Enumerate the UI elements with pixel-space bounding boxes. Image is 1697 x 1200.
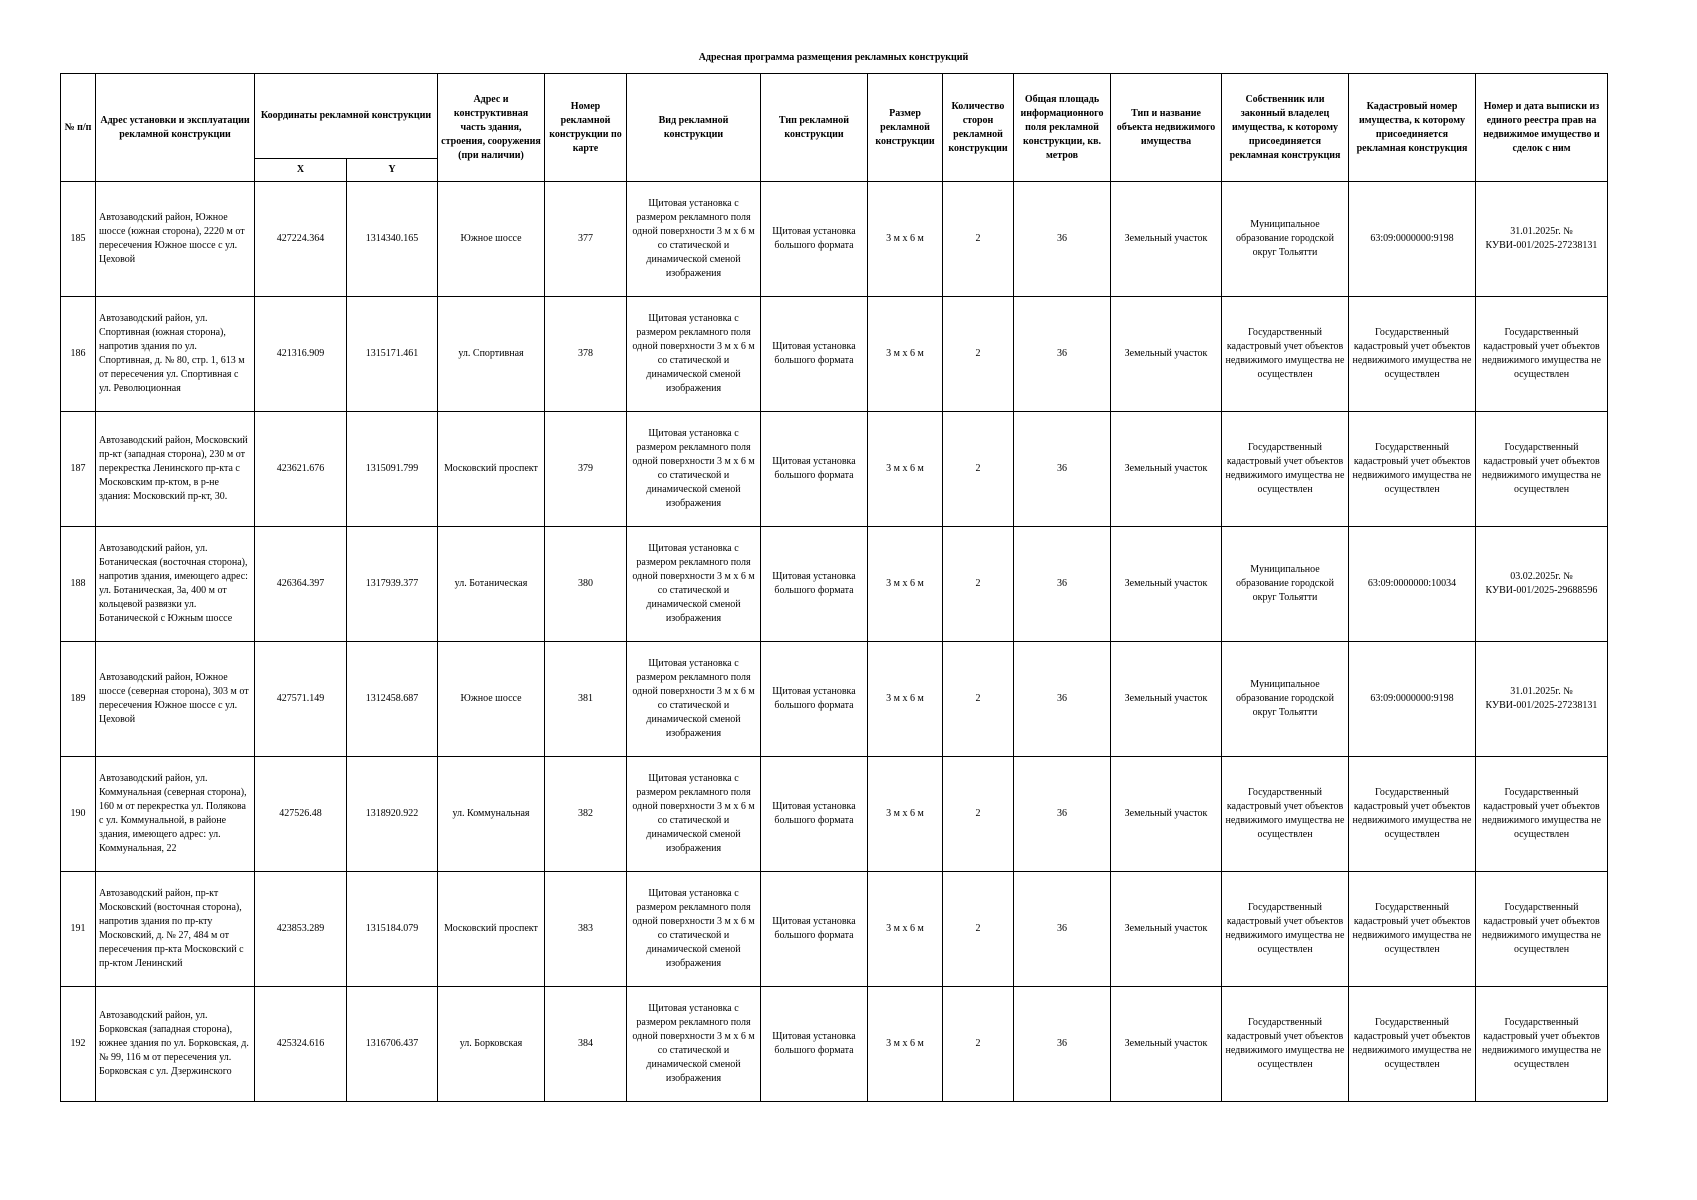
cell-kind: Щитовая установка с размером рекламного поля одной поверхности 3 м х 6 м со статической и динамической сменой изображения [627,527,761,642]
cell-sides: 2 [943,642,1014,757]
cell-address: Автозаводский район, Московский пр-кт (западная сторона), 230 м от перекрестка Ленинского пр-кта с Московским пр-ктом, в р-не здания: Московский пр-кт, 30. [96,412,255,527]
cell-y: 1315184.079 [347,872,438,987]
cell-kind: Щитовая установка с размером рекламного поля одной поверхности 3 м х 6 м со статической и динамической сменой изображения [627,872,761,987]
cell-extract: 31.01.2025г. № КУВИ-001/2025-27238131 [1476,642,1608,757]
cell-num: 189 [61,642,96,757]
cell-property: Земельный участок [1111,757,1222,872]
cell-sides: 2 [943,987,1014,1102]
cell-x: 427526.48 [255,757,347,872]
cell-x: 425324.616 [255,987,347,1102]
cell-type: Щитовая установка большого формата [761,987,868,1102]
cell-building: ул. Ботаническая [438,527,545,642]
cell-cadastral: Государственный кадастровый учет объектов недвижимого имущества не осуществлен [1349,987,1476,1102]
cell-map-no: 377 [545,182,627,297]
cell-size: 3 м х 6 м [868,757,943,872]
cell-property: Земельный участок [1111,412,1222,527]
cell-cadastral: Государственный кадастровый учет объектов недвижимого имущества не осуществлен [1349,757,1476,872]
cell-x: 427571.149 [255,642,347,757]
cell-size: 3 м х 6 м [868,412,943,527]
cell-area: 36 [1014,872,1111,987]
cell-owner: Государственный кадастровый учет объектов недвижимого имущества не осуществлен [1222,872,1349,987]
cell-address: Автозаводский район, ул. Коммунальная (северная сторона), 160 м от перекрестка ул. Полякова с ул. Коммунальной, в районе здания, имеющего адрес: ул. Коммунальная, 22 [96,757,255,872]
cell-building: Южное шоссе [438,182,545,297]
header-address: Адрес установки и эксплуатации рекламной конструкции [96,74,255,182]
cell-extract: 31.01.2025г. № КУВИ-001/2025-27238131 [1476,182,1608,297]
cell-type: Щитовая установка большого формата [761,527,868,642]
cell-kind: Щитовая установка с размером рекламного поля одной поверхности 3 м х 6 м со статической и динамической сменой изображения [627,642,761,757]
cell-num: 191 [61,872,96,987]
cell-x: 423621.676 [255,412,347,527]
cell-num: 190 [61,757,96,872]
cell-x: 426364.397 [255,527,347,642]
cell-property: Земельный участок [1111,872,1222,987]
cell-building: Московский проспект [438,412,545,527]
cell-kind: Щитовая установка с размером рекламного поля одной поверхности 3 м х 6 м со статической и динамической сменой изображения [627,182,761,297]
cell-map-no: 378 [545,297,627,412]
table-row [61,182,1608,297]
cell-sides: 2 [943,872,1014,987]
cell-size: 3 м х 6 м [868,872,943,987]
cell-y: 1318920.922 [347,757,438,872]
cell-y: 1316706.437 [347,987,438,1102]
cell-size: 3 м х 6 м [868,987,943,1102]
header-size: Размер рекламной конструкции [868,74,943,182]
cell-x: 427224.364 [255,182,347,297]
cell-area: 36 [1014,182,1111,297]
table-row [61,412,1608,527]
cell-extract: 03.02.2025г. № КУВИ-001/2025-29688596 [1476,527,1608,642]
cell-y: 1312458.687 [347,642,438,757]
cell-y: 1315171.461 [347,297,438,412]
cell-size: 3 м х 6 м [868,527,943,642]
cell-owner: Государственный кадастровый учет объектов недвижимого имущества не осуществлен [1222,757,1349,872]
header-map-no: Номер рекламной конструкции по карте [545,74,627,182]
cell-area: 36 [1014,297,1111,412]
header-type: Тип рекламной конструкции [761,74,868,182]
cell-cadastral: 63:09:0000000:9198 [1349,182,1476,297]
header-sides: Количество сторон рекламной конструкции [943,74,1014,182]
cell-area: 36 [1014,987,1111,1102]
header-y: Y [347,159,438,182]
cell-type: Щитовая установка большого формата [761,757,868,872]
cell-sides: 2 [943,182,1014,297]
cell-building: Южное шоссе [438,642,545,757]
cell-cadastral: Государственный кадастровый учет объектов недвижимого имущества не осуществлен [1349,872,1476,987]
cell-type: Щитовая установка большого формата [761,642,868,757]
cell-sides: 2 [943,297,1014,412]
cell-num: 187 [61,412,96,527]
table-row [61,527,1608,642]
table-row [61,872,1608,987]
cell-owner: Муниципальное образование городской округ Тольятти [1222,182,1349,297]
cell-type: Щитовая установка большого формата [761,872,868,987]
table-row [61,297,1608,412]
cell-num: 186 [61,297,96,412]
cell-building: ул. Спортивная [438,297,545,412]
header-property: Тип и название объекта недвижимого имущества [1111,74,1222,182]
cell-area: 36 [1014,757,1111,872]
cell-property: Земельный участок [1111,297,1222,412]
cell-map-no: 382 [545,757,627,872]
cell-sides: 2 [943,527,1014,642]
cell-address: Автозаводский район, Южное шоссе (южная сторона), 2220 м от пересечения Южное шоссе с ул. Цеховой [96,182,255,297]
cell-owner: Государственный кадастровый учет объектов недвижимого имущества не осуществлен [1222,412,1349,527]
cell-extract: Государственный кадастровый учет объектов недвижимого имущества не осуществлен [1476,987,1608,1102]
cell-property: Земельный участок [1111,987,1222,1102]
cell-cadastral: 63:09:0000000:10034 [1349,527,1476,642]
cell-area: 36 [1014,642,1111,757]
cell-address: Автозаводский район, Южное шоссе (северная сторона), 303 м от пересечения Южное шоссе с ул. Цеховой [96,642,255,757]
cell-owner: Муниципальное образование городской округ Тольятти [1222,527,1349,642]
cell-num: 188 [61,527,96,642]
cell-address: Автозаводский район, ул. Спортивная (южная сторона), напротив здания по ул. Спортивная, д. № 80, стр. 1, 613 м от пересечения ул. Спортивная с ул. Революционная [96,297,255,412]
cell-address: Автозаводский район, ул. Борковская (западная сторона), южнее здания по ул. Борковская, д. № 99, 116 м от пересечения ул. Борковская с ул. Дзержинского [96,987,255,1102]
table-row [61,642,1608,757]
cell-kind: Щитовая установка с размером рекламного поля одной поверхности 3 м х 6 м со статической и динамической сменой изображения [627,757,761,872]
cell-building: ул. Борковская [438,987,545,1102]
cell-num: 185 [61,182,96,297]
cell-address: Автозаводский район, ул. Ботаническая (восточная сторона), напротив здания, имеющего адрес: ул. Ботаническая, 3а, 400 м от кольцевой развязки ул. Ботанической с Южным шоссе [96,527,255,642]
cell-map-no: 379 [545,412,627,527]
header-num: № п/п [61,74,96,182]
cell-kind: Щитовая установка с размером рекламного поля одной поверхности 3 м х 6 м со статической и динамической сменой изображения [627,412,761,527]
cell-num: 192 [61,987,96,1102]
table-row [61,757,1608,872]
header-kind: Вид рекламной конструкции [627,74,761,182]
header-cadastral: Кадастровый номер имущества, к которому присоединяется рекламная конструкция [1349,74,1476,182]
cell-owner: Государственный кадастровый учет объектов недвижимого имущества не осуществлен [1222,297,1349,412]
cell-map-no: 381 [545,642,627,757]
header-x: X [255,159,347,182]
cell-map-no: 380 [545,527,627,642]
header-area: Общая площадь информационного поля рекламной конструкции, кв. метров [1014,74,1111,182]
cell-property: Земельный участок [1111,642,1222,757]
cell-y: 1315091.799 [347,412,438,527]
cell-map-no: 384 [545,987,627,1102]
cell-sides: 2 [943,757,1014,872]
cell-area: 36 [1014,412,1111,527]
cell-extract: Государственный кадастровый учет объектов недвижимого имущества не осуществлен [1476,757,1608,872]
header-owner: Собственник или законный владелец имущества, к которому присоединяется рекламная конструкция [1222,74,1349,182]
cell-extract: Государственный кадастровый учет объектов недвижимого имущества не осуществлен [1476,872,1608,987]
header-coords: Координаты рекламной конструкции [255,74,438,159]
cell-kind: Щитовая установка с размером рекламного поля одной поверхности 3 м х 6 м со статической и динамической сменой изображения [627,297,761,412]
cell-extract: Государственный кадастровый учет объектов недвижимого имущества не осуществлен [1476,412,1608,527]
cell-y: 1317939.377 [347,527,438,642]
cell-property: Земельный участок [1111,527,1222,642]
cell-property: Земельный участок [1111,182,1222,297]
cell-kind: Щитовая установка с размером рекламного поля одной поверхности 3 м х 6 м со статической и динамической сменой изображения [627,987,761,1102]
cell-y: 1314340.165 [347,182,438,297]
cell-x: 421316.909 [255,297,347,412]
cell-cadastral: Государственный кадастровый учет объектов недвижимого имущества не осуществлен [1349,297,1476,412]
cell-size: 3 м х 6 м [868,182,943,297]
cell-type: Щитовая установка большого формата [761,412,868,527]
cell-building: ул. Коммунальная [438,757,545,872]
header-extract: Номер и дата выписки из единого реестра прав на недвижимое имущество и сделок с ним [1476,74,1608,182]
cell-building: Московский проспект [438,872,545,987]
cell-type: Щитовая установка большого формата [761,297,868,412]
cell-sides: 2 [943,412,1014,527]
cell-address: Автозаводский район, пр-кт Московский (восточная сторона), напротив здания по пр-кту Московский, д. № 27, 484 м от пересечения пр-кта Московский с пр-ктом Ленинский [96,872,255,987]
cell-size: 3 м х 6 м [868,297,943,412]
cell-owner: Муниципальное образование городской округ Тольятти [1222,642,1349,757]
header-building: Адрес и конструктивная часть здания, строения, сооружения (при наличии) [438,74,545,182]
cell-cadastral: 63:09:0000000:9198 [1349,642,1476,757]
table-row [61,987,1608,1102]
cell-x: 423853.289 [255,872,347,987]
cell-size: 3 м х 6 м [868,642,943,757]
cell-area: 36 [1014,527,1111,642]
page-title: Адресная программа размещения рекламных конструкций [698,52,969,63]
cell-owner: Государственный кадастровый учет объектов недвижимого имущества не осуществлен [1222,987,1349,1102]
cell-map-no: 383 [545,872,627,987]
cell-cadastral: Государственный кадастровый учет объектов недвижимого имущества не осуществлен [1349,412,1476,527]
cell-type: Щитовая установка большого формата [761,182,868,297]
advertising-table [60,73,1608,1102]
cell-extract: Государственный кадастровый учет объектов недвижимого имущества не осуществлен [1476,297,1608,412]
